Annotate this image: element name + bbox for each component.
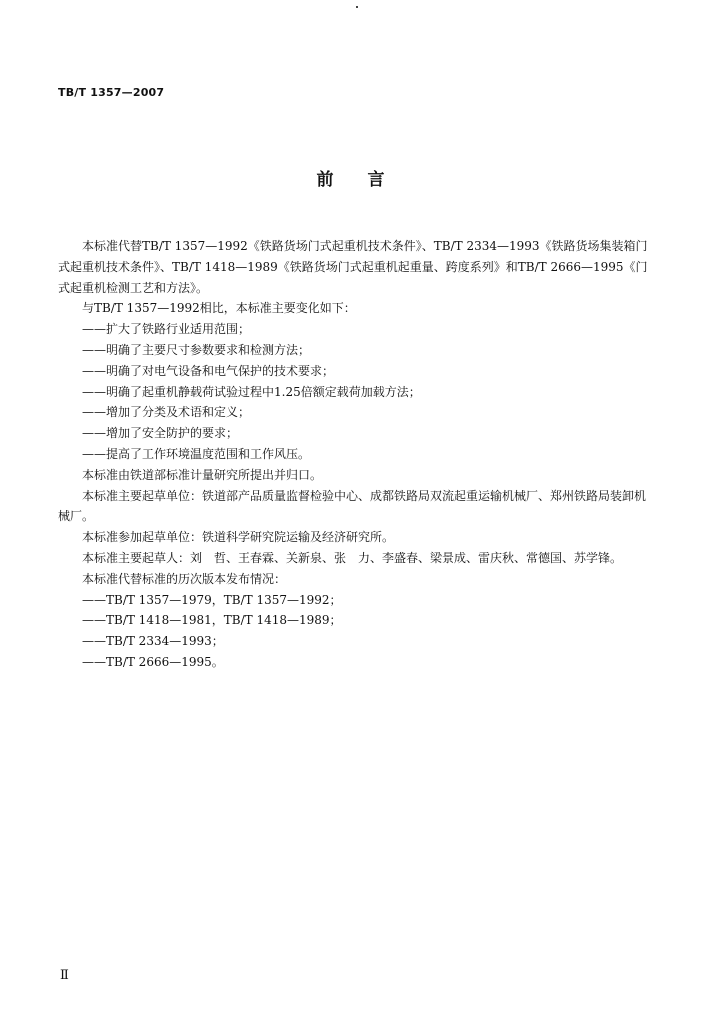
scan-artifact-dot: [356, 6, 358, 8]
change-item: ——扩大了铁路行业适用范围；: [82, 322, 251, 337]
history-item: ——TB/T 1418—1981，TB/T 1418—1989；: [82, 613, 342, 628]
change-item: ——明确了对电气设备和电气保护的技术要求；: [82, 363, 335, 378]
standard-number-header: TB/T 1357—2007: [58, 86, 165, 99]
foreword-body: [58, 236, 648, 673]
history-item: ——TB/T 1357—1979，TB/T 1357—1992；: [82, 592, 342, 607]
paragraph-history-intro: 本标准代替标准的历次版本发布情况：: [82, 571, 287, 586]
change-item: ——增加了安全防护的要求；: [82, 426, 239, 441]
paragraph-main-drafting-units: 本标准主要起草单位：铁道部产品质量监督检验中心、成都铁路局双流起重运输机械厂、郑州铁路局装卸机械厂。: [58, 488, 647, 524]
paragraph-changes-intro: 与TB/T 1357—1992相比，本标准主要变化如下：: [82, 301, 356, 316]
change-item: ——明确了主要尺寸参数要求和检测方法；: [82, 342, 311, 357]
change-item: ——提高了工作环境温度范围和工作风压。: [82, 446, 311, 461]
change-item: ——增加了分类及术语和定义；: [82, 405, 251, 420]
section-title: 前 言: [316, 170, 385, 190]
paragraph-participating-units: 本标准参加起草单位：铁道科学研究院运输及经济研究所。: [82, 530, 395, 545]
paragraph-replaces: 本标准代替TB/T 1357—1992《铁路货场门式起重机技术条件》、TB/T 2334—1993《铁路货场集装箱门式起重机技术条件》、TB/T 1418—1989《铁路货场门式起重机起重量、跨度系列》和TB/T 2666—1995《门式起重机检测工艺和方法》。: [58, 239, 648, 295]
history-item: ——TB/T 2666—1995。: [82, 654, 224, 669]
history-item: ——TB/T 2334—1993；: [82, 634, 224, 649]
change-item: ——明确了起重机静载荷试验过程中1.25倍额定载荷加载方法；: [82, 384, 421, 399]
page-number: Ⅱ: [60, 968, 69, 983]
paragraph-proposer: 本标准由铁道部标准计量研究所提出并归口。: [82, 467, 323, 482]
paragraph-drafters: 本标准主要起草人：刘 哲、王春霖、关新泉、张 力、李盛春、梁景成、雷庆秋、常德国、苏学锋。: [82, 550, 623, 565]
